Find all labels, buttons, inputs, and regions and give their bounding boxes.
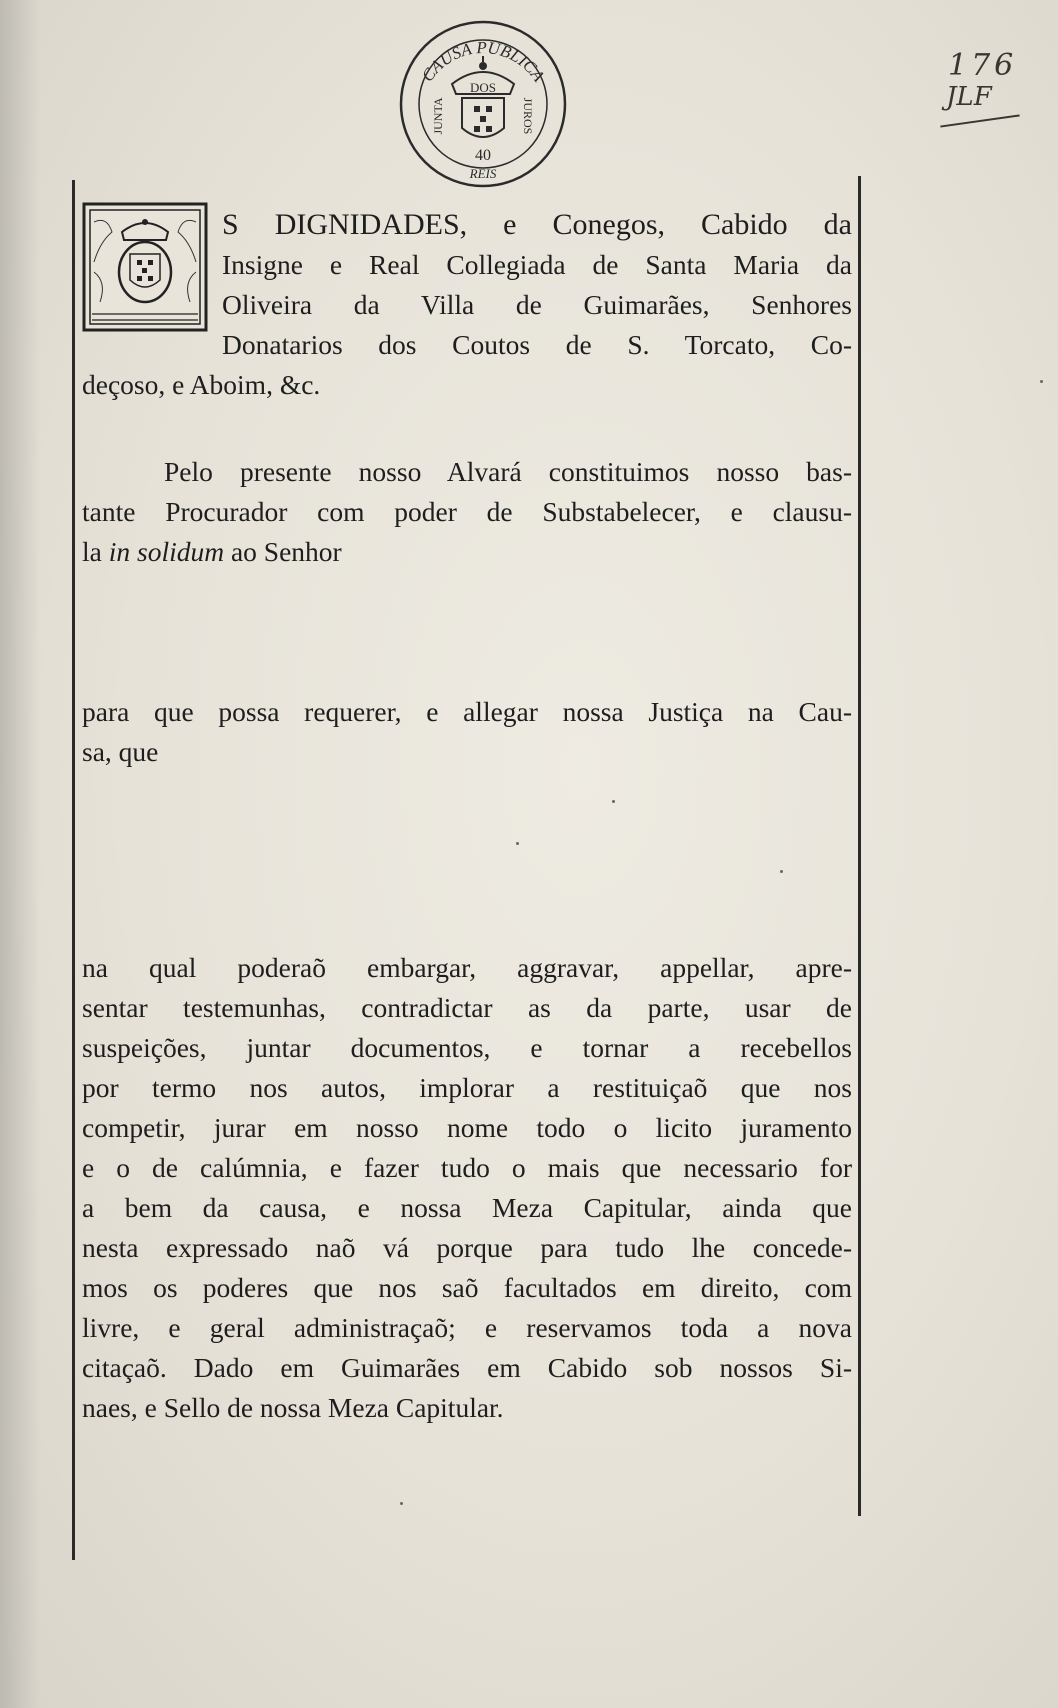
paragraph-line: citaçaõ. Dado em Guimarães em Cabido sob nossos Si- (82, 1352, 852, 1383)
paragraph-line: por termo nos autos, implorar a restituiçaõ que nos (82, 1072, 852, 1103)
paragraph-justice (82, 692, 852, 772)
stamp-center: DOS (469, 80, 497, 95)
paragraph-line: suspeições, juntar documentos, e tornar a recebellos (82, 1032, 852, 1063)
speck (400, 1502, 403, 1505)
folio-mark: JLF (946, 82, 992, 112)
line-suffix: ao Senhor (224, 536, 342, 567)
paragraph-line (82, 532, 852, 572)
folio-underline (940, 114, 1019, 127)
paragraph-line: livre, e geral administraçaõ; e reservamos toda a nova (82, 1312, 852, 1343)
stamp-value: 40 (475, 147, 491, 164)
heading-line: deçoso, e Aboim, &c. (82, 369, 321, 400)
paragraph-line: e o de calúmnia, e fazer tudo o mais que necessario for (82, 1152, 852, 1183)
folio-annotation (940, 48, 1030, 128)
heading-line: S DIGNIDADES, e Conegos, Cabido da (222, 208, 852, 241)
paragraph-powers (82, 948, 852, 1428)
speck (612, 800, 615, 803)
stamp-left-side: JUNTA (431, 97, 445, 135)
paragraph-line: para que possa requerer, e allegar nossa Justiça na Cau- (82, 696, 852, 727)
stamp-right-side: JUROS (521, 97, 535, 135)
paragraph-line: naes, e Sello de nossa Meza Capitular. (82, 1392, 504, 1423)
speck (516, 842, 519, 845)
speck (780, 870, 783, 873)
paragraph-line: nesta expressado naõ vá porque para tudo lhe concede- (82, 1232, 852, 1263)
heading-line: Insigne e Real Collegiada de Santa Maria da (222, 249, 852, 280)
tax-stamp-seal (392, 12, 574, 192)
heading-line: Donatarios dos Coutos de S. Torcato, Co- (222, 329, 852, 360)
heading-block (82, 205, 852, 405)
paragraph-line: na qual poderaõ embargar, aggravar, appellar, apre- (82, 952, 852, 983)
paragraph-line: sa, que (82, 736, 159, 767)
paragraph-line: mos os poderes que nos saõ facultados em direito, com (82, 1272, 852, 1303)
paragraph-line: competir, jurar em nosso nome todo o licito juramento (82, 1112, 852, 1143)
heading-line: Oliveira da Villa de Guimarães, Senhores (222, 289, 852, 320)
paragraph-line: a bem da causa, e nossa Meza Capitular, ainda que (82, 1192, 852, 1223)
speck (1040, 380, 1043, 383)
stamp-bottom: REIS (469, 166, 497, 181)
paragraph-procurator (82, 452, 852, 572)
paragraph-line: tante Procurador com poder de Substabelecer, e clausu- (82, 496, 852, 527)
stamp-ring-top: CAUSA PUBLICA (417, 37, 549, 86)
folio-number: 176 (948, 48, 1018, 83)
right-margin-rule (858, 176, 861, 1516)
left-margin-rule (72, 180, 75, 1560)
latin-term: in solidum (108, 536, 225, 567)
paragraph-line: sentar testemunhas, contradictar as da parte, usar de (82, 992, 852, 1023)
line-prefix: la (82, 536, 109, 567)
paragraph-line: Pelo presente nosso Alvará constituimos nosso bas- (164, 456, 852, 487)
